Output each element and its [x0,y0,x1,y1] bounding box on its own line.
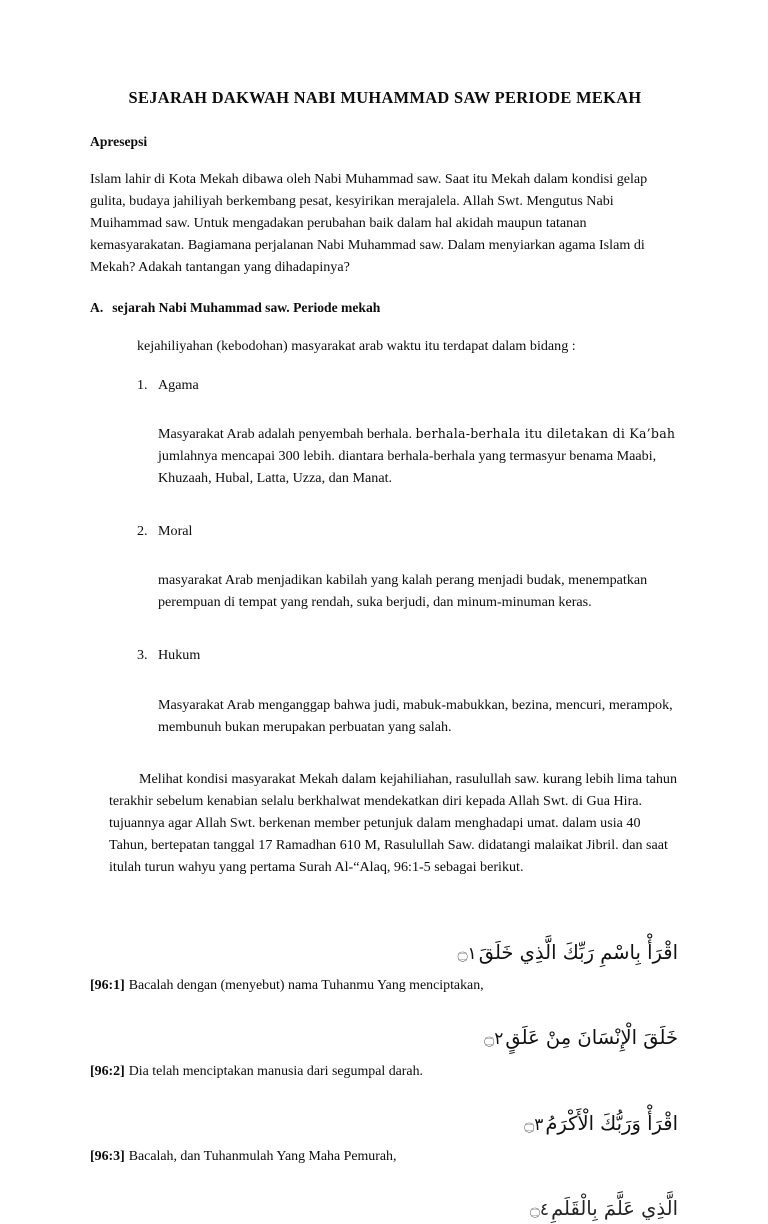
verse-translation-3 [90,1138,680,1168]
ayah-marker-icon: ۝٣ [524,1114,544,1135]
page-title: SEJARAH DAKWAH NABI MUHAMMAD SAW PERIODE MEKAH [128,88,642,107]
verse-arabic-2 [90,997,680,1053]
verse-arabic-text: الَّذِي عَلَّمَ بِالْقَلَمِ [551,1197,678,1220]
verse-reference: [96:3] [90,1149,125,1165]
verse-arabic-3 [90,1083,680,1139]
verse-arabic-1 [90,894,680,968]
jahiliyah-list [90,357,680,738]
list-item [137,627,680,666]
verse-translation-2 [90,1053,680,1083]
item-body-emphasis: berhala-berhala itu diletakan di Ka’bah [415,425,676,441]
list-marker: 1. [137,376,148,393]
item-body-part-1: Masyarakat Arab adalah penyembah berhala. [158,425,416,442]
list-item-body: masyarakat Arab menjadikan kabilah yang kalah perang menjadi budak, menempatkan perempuan di tempat yang rendah, suka berjudi, dan minum-minuman keras. [158,572,648,611]
list-item [137,357,680,396]
list-item-label: Agama [158,376,199,393]
section-a-heading [90,278,680,317]
ayah-marker-icon: ۝١ [457,943,477,964]
verse-translation-1 [90,967,680,997]
list-item [137,503,680,542]
list-item-body: Masyarakat Arab menganggap bahwa judi, mabuk-mabukkan, bezina, mencuri, merampok, membunuh bukan merupakan perbuatan yang salah. [158,696,673,735]
list-marker: 2. [137,523,148,540]
section-title: sejarah Nabi Muhammad saw. Periode mekah [112,300,381,316]
section-lead-in: kejahiliyahan (kebodohan) masyarakat arab waktu itu terdapat dalam bidang : [137,337,576,354]
quran-verses [90,878,680,1224]
ayah-marker-icon: ۝٤ [529,1200,550,1220]
verse-translation-text: Dia telah menciptakan manusia dari segumpal darah. [128,1063,424,1079]
ayah-marker-icon: ۝٢ [484,1029,504,1050]
closing-paragraph: Melihat kondisi masyarakat Mekah dalam kejahiliahan, rasulullah saw. kurang lebih lima tahun terakhir sebelum kenabian selalu berkhalwat mendekatkan diri kepada Allah Swt. di Gua Hira. tujuannya agar Allah Swt. berkenan member petunjuk dalam menghadapi umat. dalam usia 40 Tahun, bertepatan tanggal 17 Ramadhan 610 M, Rasulullah Saw. didatangi malaikat Jibril. dan saat itulah turun wahyu yang pertama Surah Al-“Alaq, 96:1-5 sebagai berikut. [109,770,678,875]
item-body-part-2: jumlahnya mencapai 300 lebih. diantara berhala-berhala yang termasyur benama Maabi, Khuzaah, Hubal, Latta, Uzza, dan Manat. [158,447,657,486]
list-item-label: Hukum [158,647,201,664]
apresepsi-heading: Apresepsi [90,133,148,149]
verse-translation-text: Bacalah dengan (menyebut) nama Tuhanmu Yang menciptakan, [128,978,484,994]
verse-arabic-4-clipped [90,1168,680,1224]
list-item-body [158,410,680,489]
verse-arabic-text: اقْرَأْ بِاسْمِ رَبِّكَ الَّذِي خَلَقَ [478,940,678,964]
apresepsi-paragraph: Islam lahir di Kota Mekah dibawa oleh Nabi Muhammad saw. Saat itu Mekah dalam kondisi gelap gulita, budaya jahiliyah berkembang pesat, kesyirikan merajalela. Allah Swt. Mengutus Nabi Muihammad saw. Untuk mengadakan perubahan baik dalam hal akidah maupun tatanan kemasyarakatan. Bagiamana perjalanan Nabi Muhammad saw. Dalam menyiarkan agama Islam di Mekah? Adakah tantangan yang dihadapinya? [90,171,648,276]
verse-reference: [96:2] [90,1063,125,1079]
verse-translation-text: Bacalah, dan Tuhanmulah Yang Maha Pemurah, [128,1149,397,1165]
verse-arabic-text: اقْرَأْ وَرَبُّكَ الْأَكْرَمُ [545,1111,678,1135]
list-item-label: Moral [158,523,193,540]
verse-reference: [96:1] [90,978,125,994]
section-letter: A. [90,300,104,316]
verse-arabic-text: خَلَقَ الْإِنْسَانَ مِنْ عَلَقٍ [505,1026,678,1050]
list-marker: 3. [137,647,148,664]
